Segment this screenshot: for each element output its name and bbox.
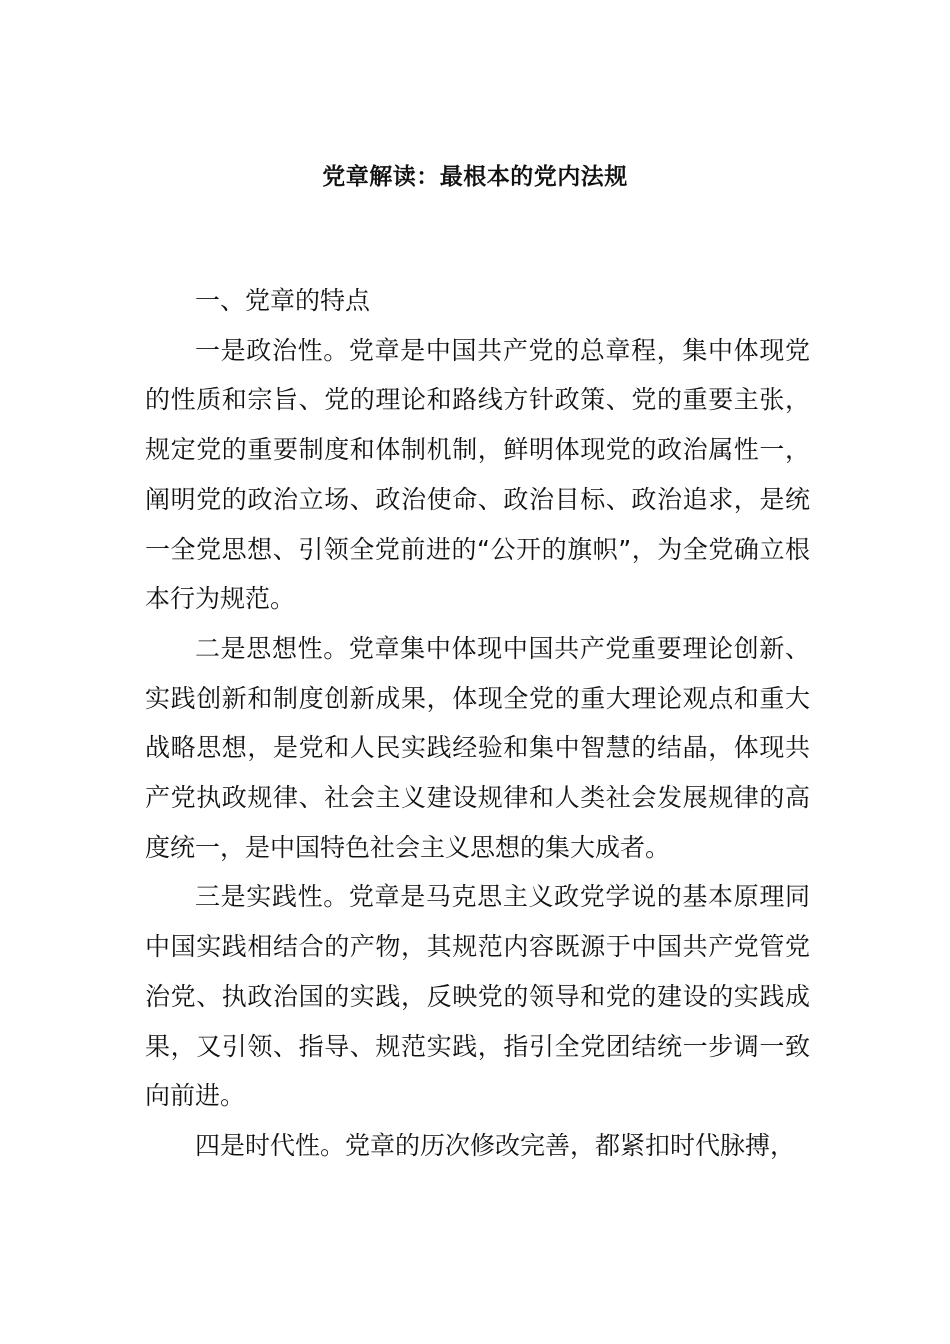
paragraph-political: 一是政治性。党章是中国共产党的总章程，集中体现党的性质和宗旨、党的理论和路线方针政策、党的重要主张，规定党的重要制度和体制机制，鲜明体现党的政治属性一，阐明党的政治立场、政治使命、政治目标、政治追求，是统一全党思想、引领全党前进的“公开的旗帜”，为全党确立根本行为规范。 [145, 335, 810, 614]
section-heading: 一、党章的特点 [195, 286, 371, 315]
document-title: 党章解读：最根本的党内法规 [322, 164, 628, 190]
document-body [145, 276, 810, 1171]
paragraph-ideological: 二是思想性。党章集中体现中国共产党重要理论创新、实践创新和制度创新成果，体现全党的重大理论观点和重大战略思想，是党和人民实践经验和集中智慧的结晶，体现共产党执政规律、社会主义建设规律和人类社会发展规律的高度统一，是中国特色社会主义思想的集大成者。 [145, 633, 810, 862]
paragraph-contemporary: 四是时代性。党章的历次修改完善，都紧扣时代脉搏， [195, 1130, 796, 1160]
paragraph-practical: 三是实践性。党章是马克思主义政党学说的基本原理同中国实践相结合的产物，其规范内容既源于中国共产党管党治党、执政治国的实践，反映党的领导和党的建设的实践成果，又引领、指导、规范实践，指引全党团结统一步调一致向前进。 [145, 882, 810, 1111]
